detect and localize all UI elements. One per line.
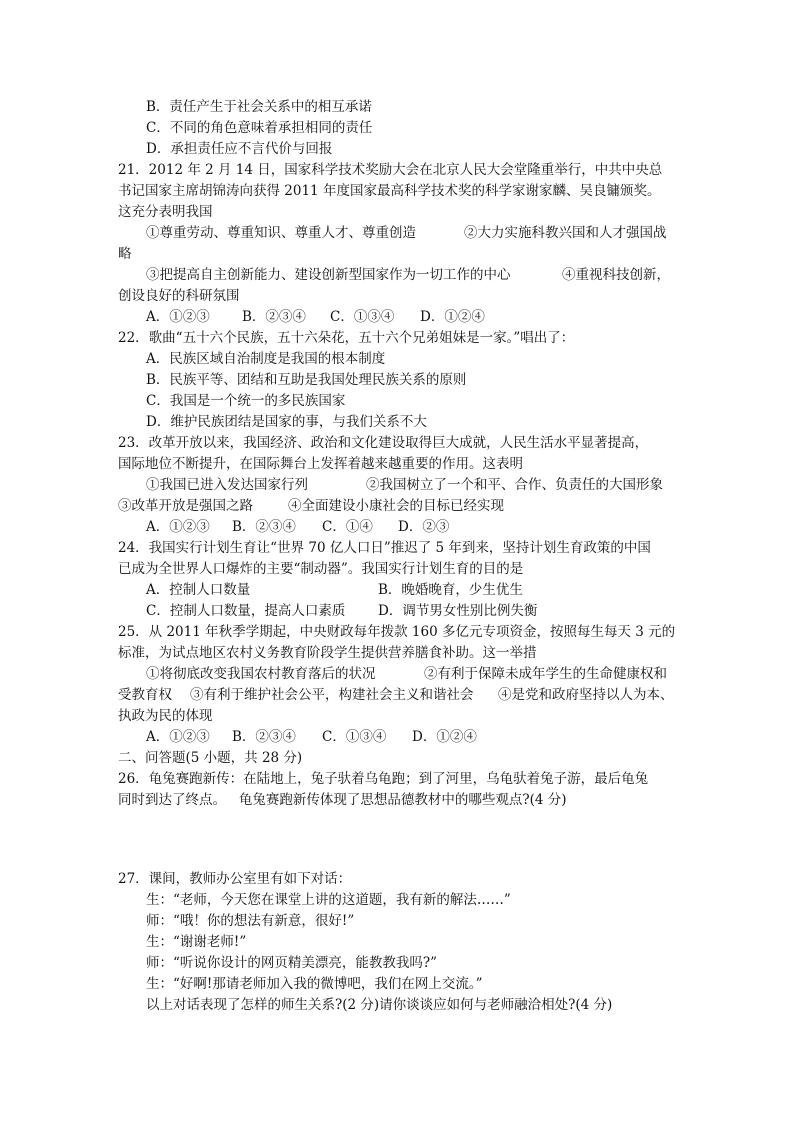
- q22-option-c: C．我国是一个统一的多民族国家: [146, 393, 346, 409]
- q25-choice-c: C．①③④: [322, 729, 387, 745]
- q21-stem-line-3: 这充分表明我国: [118, 204, 213, 220]
- q27-dialogue-1: 生：“老师，今天您在课堂上讲的这道题，我有新的解法……”: [146, 892, 511, 908]
- q24-option-d: D．调节男女性别比例失衡: [378, 603, 538, 619]
- q25-statement-4-cont: 执政为民的体现: [118, 708, 213, 724]
- q23-choice-d: D．②③: [398, 519, 450, 535]
- q25-statement-2-cont: 受教育权: [118, 687, 172, 703]
- q21-choice-b: B．②③④: [242, 309, 306, 325]
- q23-statement-2: ②我国树立了一个和平、合作、负责任的大国形象: [366, 477, 663, 493]
- q24-option-a: A．控制人口数量: [146, 582, 251, 598]
- q27-dialogue-2: 师：“哦！你的想法有新意，很好!”: [146, 913, 355, 929]
- q21-statement-1: ①尊重劳动、尊重知识、尊重人才、尊重创造: [146, 225, 416, 241]
- q25-statement-1: ①将彻底改变我国农村教育落后的状况: [146, 666, 376, 682]
- q24-stem-line-1: 24．我国实行计划生育让“世界 70 亿人口日”推迟了 5 年到来，坚持计划生育政策的中国: [118, 540, 651, 556]
- q22-stem: 22．歌曲“五十六个民族，五十六朵花，五十六个兄弟姐妹是一家。”唱出了：: [118, 330, 575, 346]
- q25-statement-4: ④是党和政府坚持以人为本、: [498, 687, 674, 703]
- q24-option-b: B．晚婚晚育，少生优生: [378, 582, 523, 598]
- q22-option-a: A．民族区域自治制度是我国的根本制度: [146, 351, 386, 367]
- q21-choice-a: A．①②③: [146, 309, 210, 325]
- q21-statement-4: ④重视科技创新，: [562, 267, 670, 283]
- q25-statement-2: ②有利于保障未成年学生的生命健康权和: [424, 666, 667, 682]
- section-2-heading: 二、问答题(5 小题，共 28 分): [118, 750, 303, 766]
- q27-dialogue-4: 师：“听说你设计的网页精美漂亮，能教教我吗?”: [146, 955, 438, 971]
- q20-option-c: C．不同的角色意味着承担相同的责任: [146, 120, 373, 136]
- q25-choice-d: D．①②④: [412, 729, 477, 745]
- q23-statement-4: ④全面建设小康社会的目标已经实现: [288, 498, 504, 514]
- q22-option-d: D．维护民族团结是国家的事，与我们关系不大: [146, 414, 427, 430]
- q20-option-b: B．责任产生于社会关系中的相互承诺: [146, 99, 372, 115]
- q22-option-b: B．民族平等、团结和互助是我国处理民族关系的原则: [146, 372, 467, 388]
- q25-choice-a: A．①②③: [146, 729, 210, 745]
- q23-choice-c: C．①④: [322, 519, 373, 535]
- q20-option-d: D．承担责任应不言代价与回报: [146, 141, 333, 157]
- q26-line-2: 同时到达了终点。 龟兔赛跑新传体现了思想品德教材中的哪些观点?(4 分): [118, 792, 567, 808]
- q21-statement-2-cont: 略: [118, 246, 132, 262]
- q26-line-1: 26．龟兔赛跑新传：在陆地上，兔子驮着乌龟跑；到了河里，乌龟驮着兔子游，最后龟兔: [118, 771, 649, 787]
- q27-dialogue-3: 生：“谢谢老师!”: [146, 934, 247, 950]
- q21-statement-2: ②大力实施科教兴国和人才强国战: [464, 225, 667, 241]
- q25-stem-line-2: 标准，为试点地区农村义务教育阶段学生提供营养膳食补助。这一举措: [118, 645, 537, 661]
- q24-stem-line-2: 已成为全世界人口爆炸的主要“制动器”。我国实行计划生育的目的是: [118, 561, 524, 577]
- q21-stem-line-2: 书记国家主席胡锦涛向获得 2011 年度国家最高科学技术奖的科学家谢家麟、吴良镛颁奖。: [118, 183, 661, 199]
- q23-choice-b: B．②③④: [232, 519, 296, 535]
- q21-statement-4-cont: 创设良好的科研氛围: [118, 288, 240, 304]
- q21-choice-c: C．①③④: [330, 309, 395, 325]
- q23-statement-1: ①我国已进入发达国家行列: [146, 477, 308, 493]
- q21-choice-d: D．①②④: [420, 309, 485, 325]
- q27-intro: 27．课间，教师办公室里有如下对话：: [118, 871, 352, 887]
- q21-stem-line-1: 21．2012 年 2 月 14 日，国家科学技术奖励大会在北京人民大会堂隆重举行，中共中央总: [118, 162, 663, 178]
- q25-choice-b: B．②③④: [232, 729, 296, 745]
- q23-stem-line-2: 国际地位不断提升，在国际舞台上发挥着越来越重要的作用。这表明: [118, 456, 523, 472]
- q23-choice-a: A．①②③: [146, 519, 210, 535]
- q23-stem-line-1: 23．改革开放以来，我国经济、政治和文化建设取得巨大成就，人民生活水平显著提高，: [118, 435, 649, 451]
- q27-question: 以上对话表现了怎样的师生关系?(2 分)请你谈谈应如何与老师融洽相处?(4 分): [146, 997, 613, 1013]
- q25-statement-3: ③有利于维护社会公平，构建社会主义和谐社会: [190, 687, 474, 703]
- q23-statement-3: ③改革开放是强国之路: [118, 498, 253, 514]
- q21-statement-3: ③把提高自主创新能力、建设创新型国家作为一切工作的中心: [146, 267, 511, 283]
- q27-dialogue-5: 生：“好啊!那请老师加入我的微博吧，我们在网上交流。”: [146, 976, 483, 992]
- q25-stem-line-1: 25．从 2011 年秋季学期起，中央财政每年拨款 160 多亿元专项资金，按照每生每天 3 元的: [118, 624, 676, 640]
- q24-option-c: C．控制人口数量，提高人口素质: [146, 603, 346, 619]
